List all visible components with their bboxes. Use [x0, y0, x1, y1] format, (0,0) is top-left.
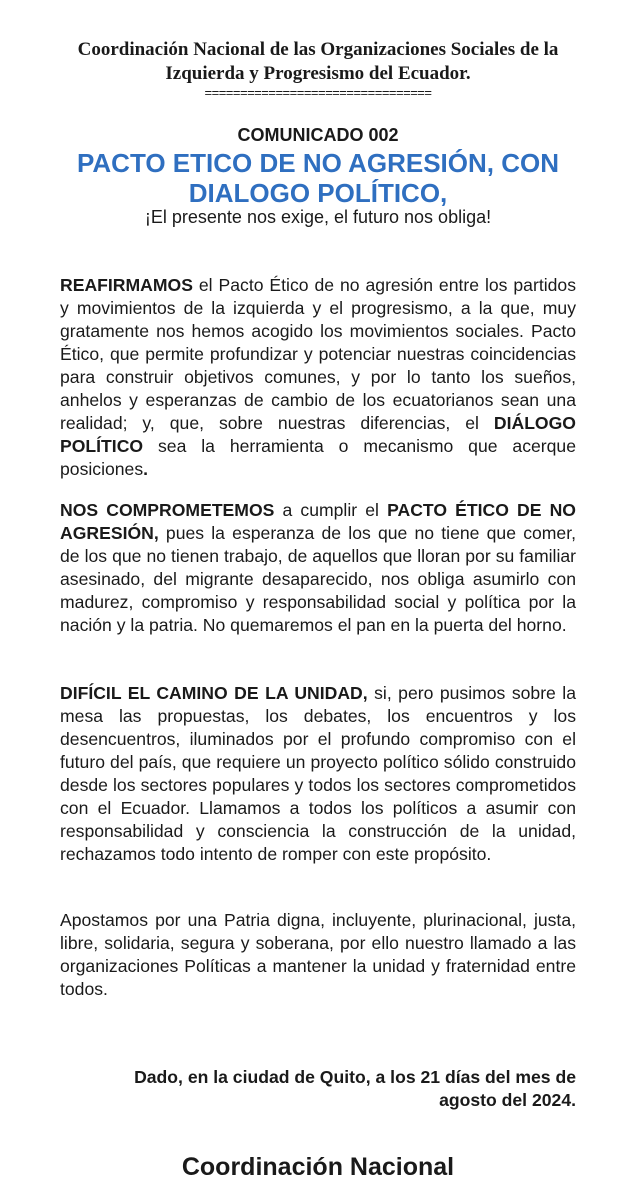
paragraph-reafirmamos — [60, 274, 576, 481]
title-line-1: PACTO ETICO DE NO AGRESIÓN, CON — [76, 148, 559, 178]
date-line-1: Dado, en la ciudad de Quito, a los 21 días del mes de — [134, 1067, 576, 1087]
signature: Coordinación Nacional — [181, 1153, 455, 1181]
paragraph-lead: REAFIRMAMOS — [60, 275, 193, 295]
paragraph-lead: NOS COMPROMETEMOS — [60, 500, 275, 520]
communique-number: COMUNICADO 002 — [237, 125, 399, 145]
org-name-line-1: Coordinación Nacional de las Organizaciones Sociales de la — [77, 39, 559, 60]
paragraph-text: si, pero pusimos sobre la mesa las propuestas, los debates, los encuentros y los desencuentros, iluminados por el profundo compromiso con el futuro del país, que requiere un proyecto político sólido construido desde los sectores populares y todos los sectores comprometidos con el Ecuador. Llamamos a todos los políticos a asumir con responsabilidad y consciencia la construcción de la unidad, rechazamos todo intento de romper con este propósito. — [60, 683, 576, 864]
date-place-statement — [60, 1066, 576, 1112]
paragraph-text: sea la herramienta o mecanismo que acerque posiciones — [60, 436, 576, 479]
date-line-2: agosto del 2024. — [439, 1090, 576, 1110]
paragraph-apostamos — [60, 909, 576, 1001]
paragraph-text: el Pacto Ético de no agresión entre los partidos y movimientos de la izquierda y el progresismo, a la que, muy gratamente nos hemos acogido los movimientos sociales. Pacto Ético, que permite profundizar y potenciar nuestras coincidencias para construir objetivos comunes, y por lo tanto los sueños, anhelos y esperanzas de cambio de los ecuatorianos sean una realidad; y, que, sobre nuestras diferencias, el — [60, 275, 576, 433]
paragraph-text: Apostamos por una Patria digna, incluyente, plurinacional, justa, libre, solidaria, segura y soberana, por ello nuestro llamado a las organizaciones Políticas a mantener la unidad y fraternidad entre todos. — [60, 910, 576, 999]
paragraph-end: . — [143, 459, 149, 479]
paragraph-nos-comprometemos — [60, 499, 576, 637]
paragraph-dificil-camino — [60, 682, 576, 866]
communique-title — [40, 148, 596, 208]
paragraph-text: pues la esperanza de los que no tiene que comer, de los que no tienen trabajo, de aquellos que lloran por su familiar asesinado, del migrante desaparecido, nos obliga asumirlo con madurez, compromiso y responsabilidad social y política por la nación y la patria. No quemaremos el pan en la puerta del horno. — [60, 523, 576, 635]
slogan: ¡El presente nos exige, el futuro nos obliga! — [144, 207, 492, 227]
header-separator: ================================ — [204, 85, 432, 100]
paragraph-text: a cumplir el — [274, 500, 388, 520]
paragraph-emphasis: PACTO ÉTICO DE NO AGRESIÓN, — [60, 500, 576, 543]
title-line-2: DIALOGO POLÍTICO, — [188, 178, 448, 208]
organization-header — [40, 38, 596, 86]
paragraph-emphasis: DIÁLOGO POLÍTICO — [60, 413, 576, 456]
org-name-line-2: Izquierda y Progresismo del Ecuador. — [165, 63, 471, 84]
paragraph-lead: DIFÍCIL EL CAMINO DE LA UNIDAD, — [60, 683, 368, 703]
